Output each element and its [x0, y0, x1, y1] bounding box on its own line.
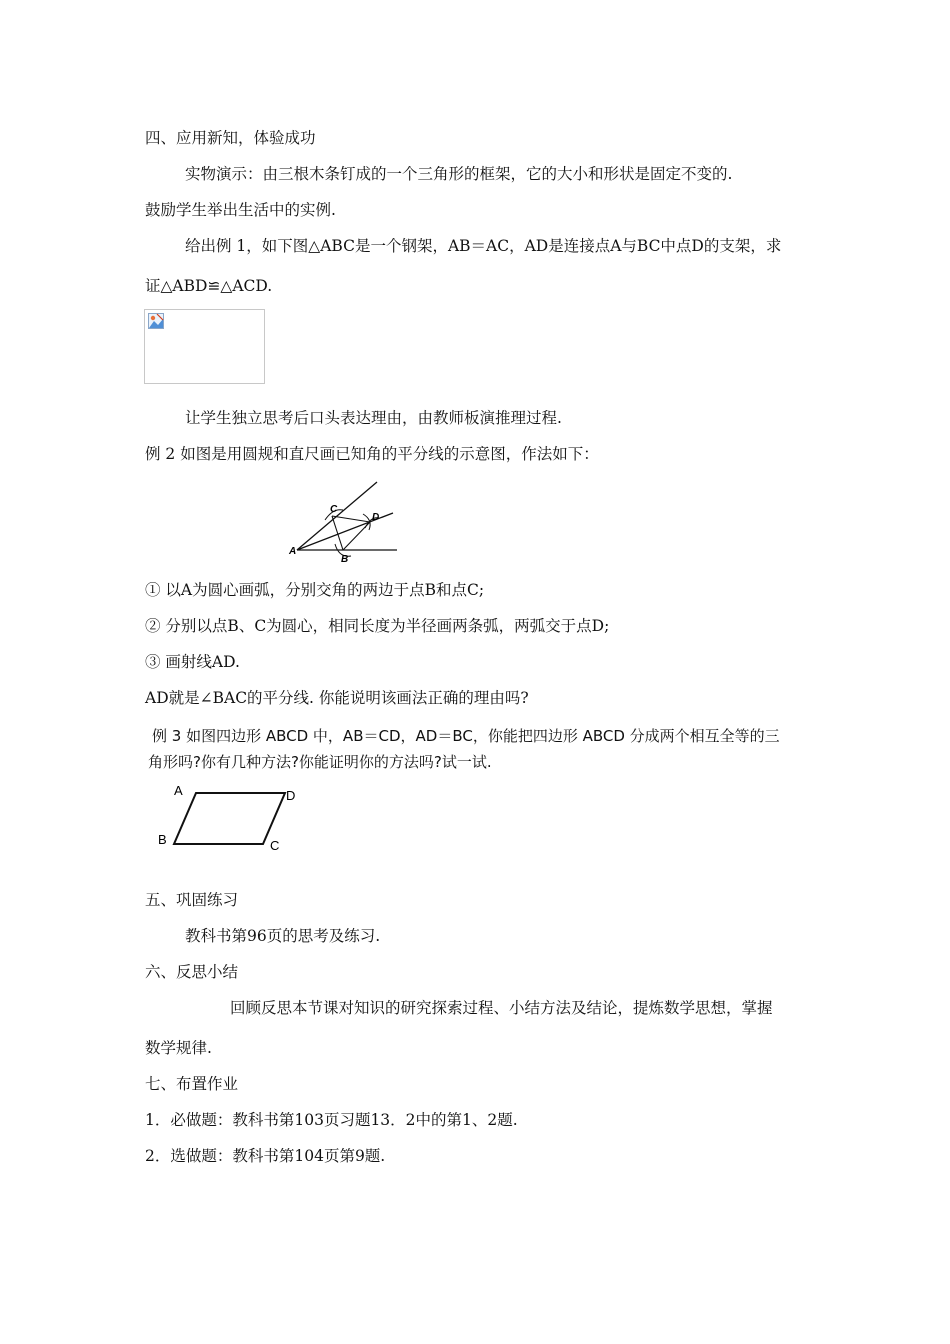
- section-6-heading: 六、反思小结: [145, 963, 239, 981]
- ray-ac: [297, 482, 380, 550]
- label-a: A: [289, 546, 297, 557]
- section-7-heading: 七、布置作业: [145, 1075, 239, 1093]
- label-c: C: [330, 504, 338, 515]
- label-b: B: [341, 554, 349, 565]
- demo-text: 实物演示：由三根木条钉成的一个三角形的框架，它的大小和形状是固定不变的.: [185, 165, 733, 183]
- label-b: B: [158, 832, 167, 847]
- encourage-text: 鼓励学生举出生活中的实例.: [145, 201, 336, 219]
- broken-image-placeholder: [144, 309, 265, 384]
- example1-text-line2: 证△ABD≌△ACD.: [145, 277, 273, 295]
- step-1-text: ① 以A为圆心画弧，分别交角的两边于点B和点C;: [145, 581, 485, 599]
- question-text: AD就是∠BAC的平分线. 你能说明该画法正确的理由吗?: [145, 689, 529, 707]
- example1-text-line1: 给出例 1，如下图△ABC是一个钢架，AB＝AC，AD是连接点A与BC中点D的支架，求: [185, 237, 782, 255]
- section-6-text-line1: 回顾反思本节课对知识的研究探索过程、小结方法及结论，提炼数学思想，掌握: [230, 999, 773, 1017]
- step-2-text: ② 分别以点B、C为圆心，相同长度为半径画两条弧，两弧交于点D;: [145, 617, 610, 635]
- label-c: C: [270, 838, 280, 853]
- label-a: A: [174, 783, 183, 798]
- example3-text-line1: 例 3 如图四边形 ABCD 中，AB＝CD，AD＝BC，你能把四边形 ABCD 分成两个相互全等的三: [152, 727, 780, 745]
- label-d: D: [372, 512, 380, 523]
- angle-bisector-figure: [285, 478, 405, 566]
- segment-cd: [332, 516, 370, 522]
- section-4-heading: 四、应用新知，体验成功: [145, 129, 316, 147]
- example3-text-line2: 角形吗?你有几种方法?你能证明你的方法吗?试一试.: [148, 753, 492, 771]
- label-d: D: [286, 788, 296, 803]
- example2-text: 例 2 如图是用圆规和直尺画已知角的平分线的示意图，作法如下：: [145, 445, 599, 463]
- broken-image-icon: [148, 313, 164, 329]
- parallelogram-abcd: [174, 793, 285, 844]
- homework-item-1: 1．必做题：教科书第103页习题13．2中的第1、2题.: [145, 1111, 518, 1129]
- parallelogram-figure: [150, 780, 320, 860]
- section-6-text-line2: 数学规律.: [145, 1039, 212, 1057]
- step-3-text: ③ 画射线AD.: [145, 653, 240, 671]
- homework-item-2: 2．选做题：教科书第104页第9题.: [145, 1147, 386, 1165]
- think-text: 让学生独立思考后口头表达理由，由教师板演推理过程.: [185, 409, 562, 427]
- section-5-heading: 五、巩固练习: [145, 891, 239, 909]
- section-5-text: 教科书第96页的思考及练习.: [185, 927, 381, 945]
